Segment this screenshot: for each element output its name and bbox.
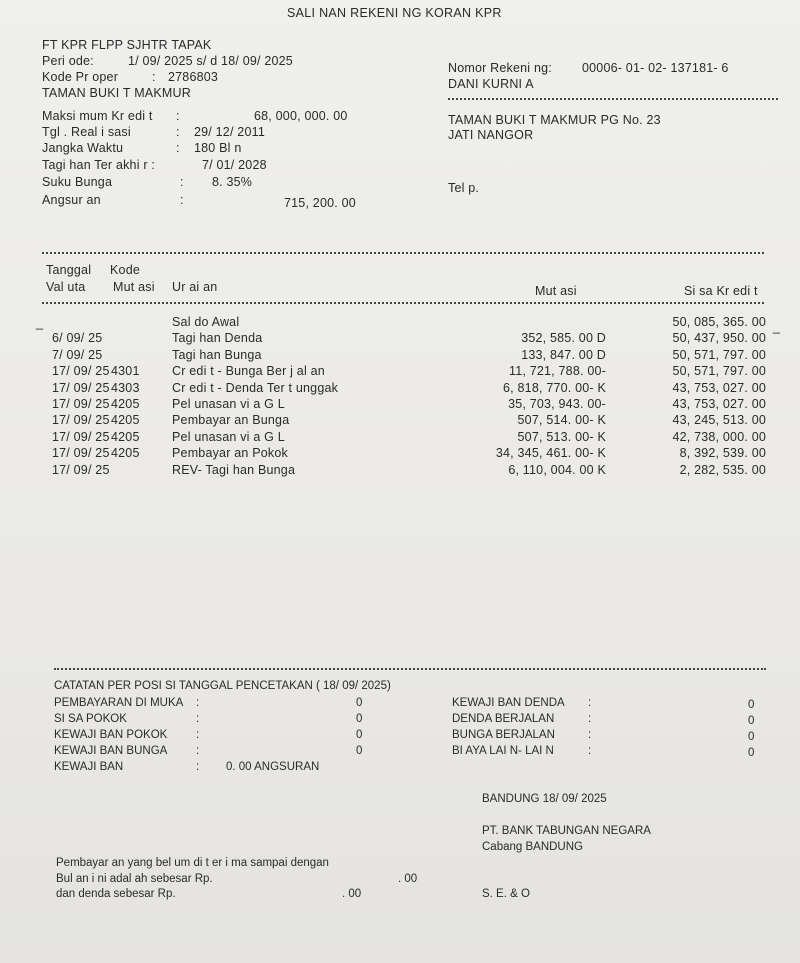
address-line-2: JATI NANGOR (448, 128, 534, 142)
note-line-3-value: . 00 (342, 888, 362, 900)
margin-mark-left: _ (36, 316, 44, 330)
table-row (0, 463, 800, 479)
txn-desc: Pel unasan vi a G L (172, 397, 285, 411)
txn-mutasi: 11, 721, 788. 00- (509, 364, 606, 379)
txn-code: 4205 (111, 413, 140, 428)
txn-sisa: 2, 282, 535. 00 (679, 462, 766, 477)
table-row (0, 430, 800, 446)
note-line-1: Pembayar an yang bel um di t er i ma sampai dengan (56, 857, 329, 869)
jangka-label: Jangka Waktu (42, 141, 124, 155)
tagihan-label: Tagi han Ter akhi r : (42, 158, 156, 172)
col-uraian: Ur ai an (172, 280, 218, 294)
col-mutasi-date: Mut asi (113, 280, 155, 294)
angsuran-label: Angsur an (42, 193, 101, 207)
suku-colon: : (180, 175, 184, 189)
txn-code: 4205 (111, 429, 140, 444)
txn-date: 17/ 09/ 25 (52, 413, 110, 428)
branch-name: Cabang BANDUNG (482, 841, 583, 853)
catatan-title: CATATAN PER POSI SI TANGGAL PENCETAKAN ( 18/ 09/ 2025) (54, 680, 391, 692)
suku-label: Suku Bunga (42, 175, 113, 189)
table-row (0, 397, 800, 413)
catatan-right-colon-2: : (588, 729, 592, 741)
txn-sisa: 50, 571, 797. 00 (672, 347, 766, 362)
realisasi-label: Tgl . Real i sasi (42, 125, 131, 139)
txn-sisa: 50, 571, 797. 00 (672, 364, 766, 379)
product-name: FT KPR FLPP SJHTR TAPAK (42, 38, 212, 52)
catatan-right-value-2: 0 (748, 731, 755, 743)
margin-mark-right: _ (773, 320, 781, 334)
txn-date: 17/ 09/ 25 (52, 397, 110, 411)
txn-mutasi: 133, 847. 00 D (521, 347, 606, 362)
txn-sisa: 50, 085, 365. 00 (672, 315, 766, 329)
txn-desc: Tagi han Denda (172, 331, 263, 346)
txn-date: 17/ 09/ 25 (52, 429, 110, 444)
catatan-right-value-3: 0 (748, 747, 755, 759)
note-line-2-value: . 00 (398, 873, 418, 885)
txn-mutasi: 34, 345, 461. 00- K (495, 446, 606, 461)
txn-sisa: 43, 753, 027. 00 (672, 380, 766, 395)
catatan-right-label-0: KEWAJI BAN DENDA (452, 697, 565, 709)
catatan-right-label-3: BI AYA LAI N- LAI N (452, 745, 554, 757)
jangka-value: 180 Bl n (194, 141, 242, 155)
catatan-right-label-2: BUNGA BERJALAN (452, 729, 555, 741)
txn-date: 17/ 09/ 25 (52, 446, 110, 461)
txn-desc: Pembayar an Pokok (172, 446, 288, 461)
txn-sisa: 50, 437, 950. 00 (672, 331, 766, 346)
table-row (0, 315, 800, 331)
kode-proper-value: 2786803 (168, 70, 219, 84)
angsuran-colon: : (180, 193, 184, 207)
catatan-right-value-0: 0 (748, 699, 755, 711)
rekening-label: Nomor Rekeni ng: (448, 61, 552, 75)
txn-desc: Tagi han Bunga (172, 347, 262, 362)
txn-date: 17/ 09/ 25 (52, 364, 110, 379)
catatan-left-label-3: KEWAJI BAN BUNGA (54, 745, 168, 757)
seo-mark: S. E. & O (482, 888, 530, 900)
txn-date: 17/ 09/ 25 (52, 380, 110, 395)
kode-proper-label: Kode Pr oper (42, 70, 119, 84)
periode-value: 1/ 09/ 2025 s/ d 18/ 09/ 2025 (128, 54, 293, 68)
catatan-right-colon-0: : (588, 697, 592, 709)
catatan-left-colon-1: : (196, 713, 200, 725)
catatan-right-colon-3: : (588, 745, 592, 757)
catatan-left-value-2: 0 (356, 729, 363, 741)
city-date: BANDUNG 18/ 09/ 2025 (482, 793, 607, 805)
maksimum-value: 68, 000, 000. 00 (254, 109, 348, 123)
customer-name: DANI KURNI A (448, 77, 534, 91)
txn-desc: Sal do Awal (172, 315, 240, 329)
table-row (0, 331, 800, 347)
telp-label: Tel p. (448, 181, 480, 195)
col-mutasi: Mut asi (535, 284, 577, 298)
catatan-right-value-1: 0 (748, 715, 755, 727)
txn-desc: Cr edi t - Denda Ter t unggak (172, 380, 339, 395)
txn-date: 7/ 09/ 25 (52, 347, 103, 362)
txn-code: 4301 (111, 364, 140, 379)
catatan-left-colon-3: : (196, 745, 200, 757)
table-row (0, 381, 800, 397)
tagihan-value: 7/ 01/ 2028 (202, 158, 267, 172)
txn-mutasi: 352, 585. 00 D (521, 331, 606, 346)
col-kode: Kode (110, 263, 140, 277)
col-tanggal: Tanggal (46, 263, 92, 277)
bank-name: PT. BANK TABUNGAN NEGARA (482, 825, 651, 837)
txn-desc: Cr edi t - Bunga Ber j al an (172, 364, 325, 379)
note-line-2: Bul an i ni adal ah sebesar Rp. (56, 873, 213, 885)
jangka-colon: : (176, 141, 180, 155)
txn-sisa: 43, 753, 027. 00 (672, 397, 766, 411)
txn-mutasi: 507, 514. 00- K (517, 413, 606, 428)
txn-mutasi: 6, 818, 770. 00- K (503, 380, 606, 395)
txn-desc: REV- Tagi han Bunga (172, 462, 296, 477)
table-row (0, 446, 800, 462)
txn-mutasi: 35, 703, 943. 00- (508, 397, 606, 411)
catatan-left-value-1: 0 (356, 713, 363, 725)
txn-mutasi: 507, 513. 00- K (517, 429, 606, 444)
maksimum-label: Maksi mum Kr edi t (42, 109, 153, 123)
rekening-value: 00006- 01- 02- 137181- 6 (582, 61, 729, 75)
note-line-3: dan denda sebesar Rp. (56, 888, 176, 900)
statement-title: SALI NAN REKENI NG KORAN KPR (287, 6, 502, 20)
txn-mutasi: 6, 110, 004. 00 K (508, 462, 606, 477)
table-row (0, 413, 800, 429)
table-header-divider (42, 302, 764, 304)
txn-sisa: 43, 245, 513. 00 (672, 413, 766, 428)
txn-date: 6/ 09/ 25 (52, 331, 103, 346)
txn-date: 17/ 09/ 25 (52, 462, 110, 477)
realisasi-value: 29/ 12/ 2011 (194, 125, 265, 139)
catatan-left-label-2: KEWAJI BAN POKOK (54, 729, 168, 741)
table-top-divider (42, 252, 764, 254)
header-divider (448, 98, 778, 100)
txn-desc: Pel unasan vi a G L (172, 429, 285, 444)
address-line-1: TAMAN BUKI T MAKMUR PG No. 23 (448, 113, 661, 127)
kewajiban-colon: : (196, 761, 200, 773)
table-row (0, 364, 800, 380)
suku-value: 8. 35% (212, 175, 253, 189)
kewajiban-label: KEWAJI BAN (54, 761, 124, 773)
kode-proper-colon: : (152, 70, 156, 84)
maksimum-colon: : (176, 109, 180, 123)
project-name: TAMAN BUKI T MAKMUR (42, 86, 191, 100)
col-sisa-kredit: Si sa Kr edi t (684, 284, 758, 298)
catatan-left-label-0: PEMBAYARAN DI MUKA (54, 697, 184, 709)
txn-code: 4205 (111, 397, 140, 411)
kewajiban-value: 0. 00 ANGSURAN (226, 761, 320, 773)
catatan-left-value-3: 0 (356, 745, 363, 757)
catatan-left-label-1: SI SA POKOK (54, 713, 127, 725)
txn-sisa: 42, 738, 000. 00 (672, 429, 766, 444)
col-valuta: Val uta (46, 280, 86, 294)
catatan-right-label-1: DENDA BERJALAN (452, 713, 555, 725)
table-row (0, 348, 800, 364)
txn-desc: Pembayar an Bunga (172, 413, 290, 428)
txn-code: 4303 (111, 380, 140, 395)
realisasi-colon: : (176, 125, 180, 139)
catatan-left-colon-0: : (196, 697, 200, 709)
catatan-left-colon-2: : (196, 729, 200, 741)
txn-sisa: 8, 392, 539. 00 (679, 446, 766, 461)
catatan-left-value-0: 0 (356, 697, 363, 709)
periode-label: Peri ode: (42, 54, 94, 68)
catatan-right-colon-1: : (588, 713, 592, 725)
angsuran-value: 715, 200. 00 (284, 196, 356, 210)
catatan-divider (54, 668, 766, 670)
txn-code: 4205 (111, 446, 140, 461)
